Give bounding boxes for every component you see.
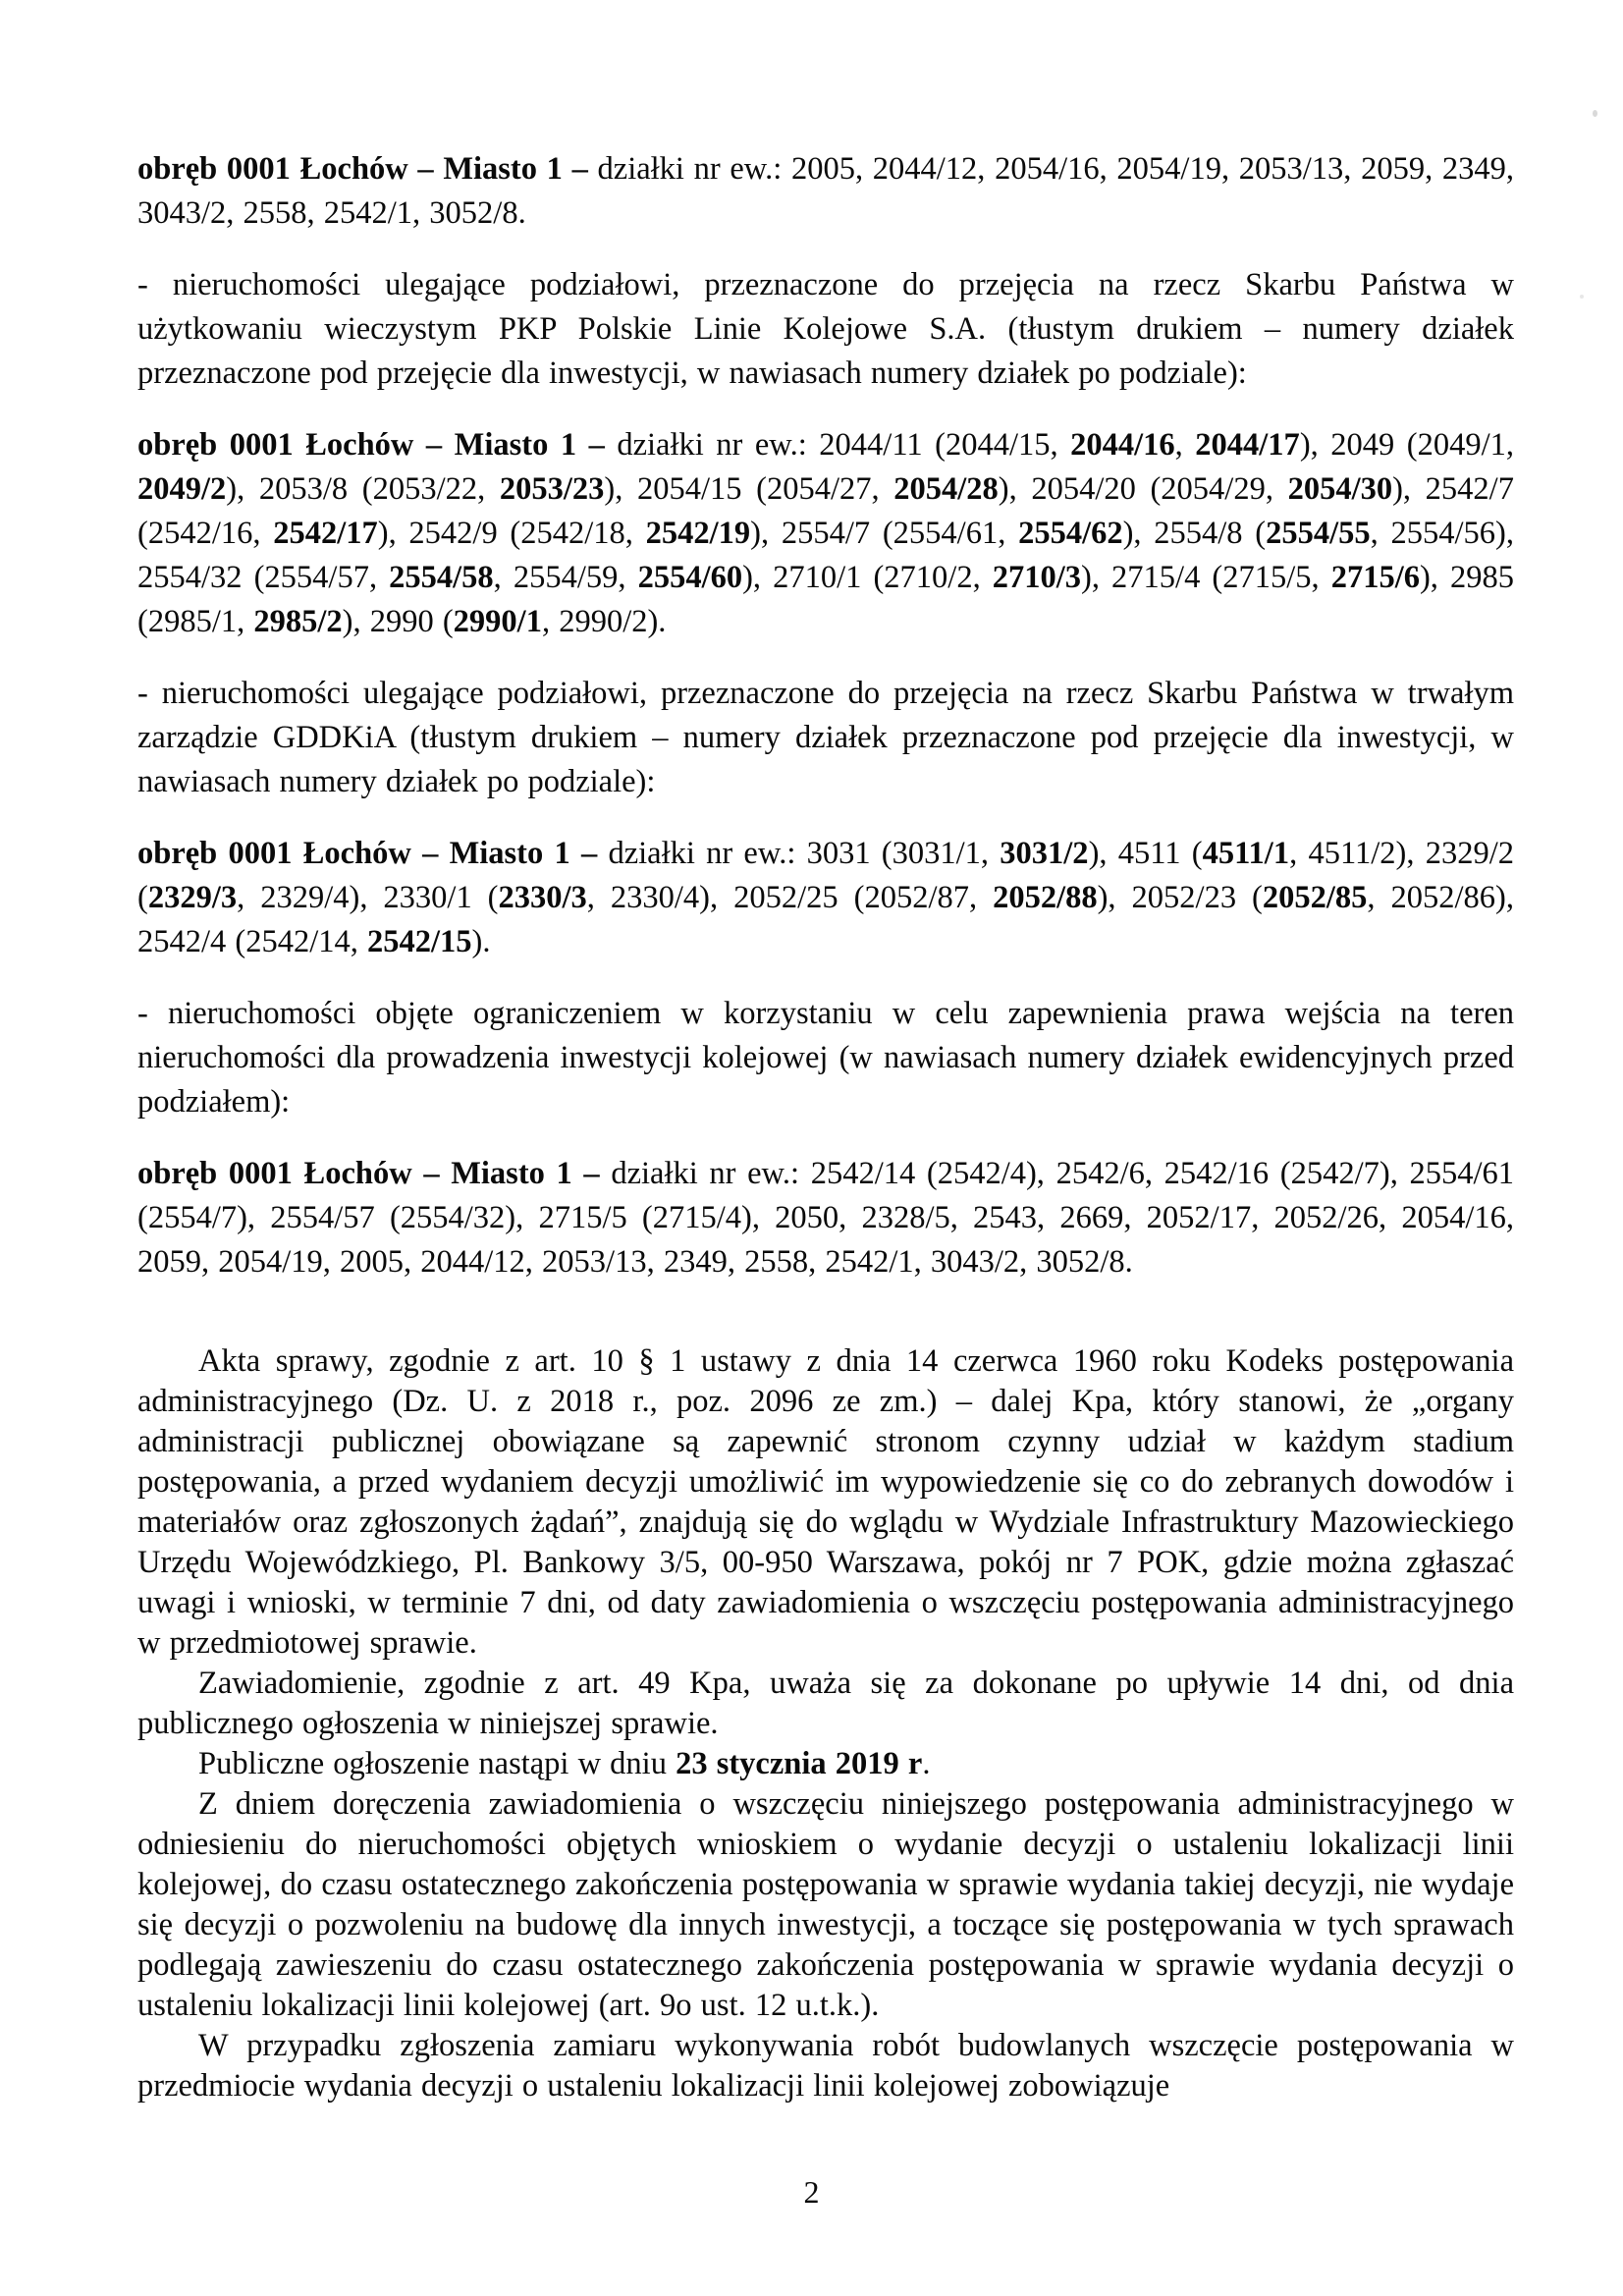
text-segment: ), 2054/20 (2054/29, — [998, 471, 1288, 507]
bold-text-segment: 2710/3 — [992, 560, 1082, 595]
bold-text-segment: 2052/85 — [1262, 880, 1368, 915]
bold-text-segment: 2044/16 — [1070, 427, 1175, 463]
text-segment: ), 4511 ( — [1088, 836, 1203, 871]
decision-suspension-clause — [137, 1784, 1514, 2026]
text-segment: ), 2052/23 ( — [1097, 880, 1263, 915]
text-segment: ), 2542/7 (2542/16, — [137, 471, 1514, 551]
district-plots-list-3 — [137, 832, 1514, 964]
text-segment: Akta sprawy, zgodnie z art. 10 § 1 ustawy z dnia 14 czerwca 1960 roku Kodeks postępowania administracyjnego (Dz. U. z 2018 r., poz. 2096 ze zm.) – dalej Kpa, który stanowi, że „organy administracji publicznej obowiązane są zapewnić stronom czynny udział w każdym stadium postępowania, a przed wydaniem decyzji umożliwić im wypowiedzenie się co do zebranych dowodów i materiałów oraz zgłoszonych żądań”, znajdują się do wglądu w Wydziale Infrastruktury Mazowieckiego Urzędu Wojewódzkiego, Pl. Bankowy 3/5, 00-950 Warszawa, pokój nr 7 POK, gdzie można zgłaszać uwagi i wnioski, w terminie 7 dni, od daty zawiadomienia o wszczęciu postępowania administracyjnego w przedmiotowej sprawie. — [137, 1343, 1514, 1661]
bold-text-segment: obręb 0001 Łochów – Miasto 1 – — [137, 1156, 612, 1191]
bold-text-segment: 23 stycznia 2019 r — [676, 1746, 923, 1781]
bold-text-segment: 2985/2 — [253, 604, 343, 639]
bold-text-segment: obręb 0001 Łochów – Miasto 1 – — [137, 427, 618, 463]
text-segment: , 2990/2). — [541, 604, 667, 639]
text-segment: działki nr ew.: 2542/14 (2542/4), 2542/6, 2542/16 (2542/7), 2554/61 (2554/7), 2554/57 (2554/32), 2715/5 (2715/4), 2050, 2328/5, 2543, 2669, 2052/17, 2052/26, 2054/16, 2059, 2054/19, 2005, 2044/12, 2053/13, 2349, 2558, 2542/1, 3043/2, 3052/8. — [137, 1156, 1515, 1280]
text-segment: , 2052/86), 2542/4 (2542/14, — [137, 880, 1514, 959]
text-segment: ). — [471, 924, 491, 959]
text-segment: . — [922, 1746, 931, 1781]
text-segment: działki nr ew.: 2044/11 (2044/15, — [617, 427, 1071, 463]
bold-text-segment: 2554/62 — [1018, 516, 1123, 551]
text-segment: ), 2542/9 (2542/18, — [377, 516, 646, 551]
district-plots-list-1 — [137, 147, 1514, 236]
bold-text-segment: 2542/15 — [367, 924, 472, 959]
text-segment: ), 2049 (2049/1, — [1299, 427, 1514, 463]
text-segment: , — [1174, 427, 1196, 463]
text-segment: , 2554/56), 2554/32 (2554/57, — [137, 516, 1514, 595]
construction-works-notice — [137, 2026, 1514, 2106]
bold-text-segment: obręb 0001 Łochów – Miasto 1 – — [137, 151, 598, 187]
text-segment: działki nr ew.: 3031 (3031/1, — [608, 836, 1001, 871]
bold-text-segment: 2044/17 — [1195, 427, 1300, 463]
text-segment: ), 2710/1 (2710/2, — [742, 560, 993, 595]
scan-artifact — [1580, 295, 1584, 299]
text-segment: , 4511/2), 2329/2 ( — [137, 836, 1514, 915]
text-segment: W przypadku zgłoszenia zamiaru wykonywania robót budowlanych wszczęcie postępowania w przedmiocie wydania decyzji o ustaleniu lokalizacji linii kolejowej zobowiązuje — [137, 2028, 1514, 2104]
bold-text-segment: 2054/30 — [1287, 471, 1393, 507]
text-segment: ), 2715/4 (2715/5, — [1081, 560, 1331, 595]
text-segment: działki nr ew.: 2005, 2044/12, 2054/16, 2054/19, 2053/13, 2059, 2349, 3043/2, 2558, 2542/1, 3052/8. — [137, 151, 1514, 231]
district-plots-list-4 — [137, 1152, 1514, 1285]
bullet-pkp-subdivision — [137, 263, 1514, 396]
text-segment: , 2330/4), 2052/25 (2052/87, — [586, 880, 994, 915]
document-body — [137, 147, 1514, 2106]
text-segment: ), 2554/8 ( — [1122, 516, 1267, 551]
text-segment: ), 2554/7 (2554/61, — [750, 516, 1019, 551]
case-files-notice — [137, 1341, 1514, 1664]
bold-text-segment: 2554/58 — [389, 560, 494, 595]
text-segment: ), 2985 (2985/1, — [137, 560, 1514, 639]
text-segment: , 2554/59, — [493, 560, 638, 595]
bold-text-segment: 2715/6 — [1330, 560, 1420, 595]
text-segment: , 2329/4), 2330/1 ( — [237, 880, 499, 915]
bullet-access-restriction — [137, 992, 1514, 1124]
public-announcement-date — [137, 1744, 1514, 1784]
bold-text-segment: 2054/28 — [893, 471, 999, 507]
page-number: 2 — [803, 2174, 820, 2210]
text-segment: - nieruchomości ulegające podziałowi, przeznaczone do przejęcia na rzecz Skarbu Państwa w użytkowaniu wieczystym PKP Polskie Linie Kolejowe S.A. (tłustym drukiem – numery działek przeznaczone pod przejęcie dla inwestycji, w nawiasach numery działek po podziale): — [137, 267, 1514, 391]
text-segment: Publiczne ogłoszenie nastąpi w dniu — [198, 1746, 676, 1781]
text-segment: Zawiadomienie, zgodnie z art. 49 Kpa, uważa się za dokonane po upływie 14 dni, od dnia publicznego ogłoszenia w niniejszej sprawie. — [137, 1666, 1514, 1741]
bold-text-segment: 3031/2 — [1000, 836, 1089, 871]
bold-text-segment: 2542/17 — [273, 516, 378, 551]
bold-text-segment: 2554/60 — [637, 560, 743, 595]
scan-artifact — [1593, 110, 1597, 117]
bullet-gddkia-subdivision — [137, 672, 1514, 804]
bold-text-segment: 2554/55 — [1266, 516, 1371, 551]
text-segment: - nieruchomości objęte ograniczeniem w korzystaniu w celu zapewnienia prawa wejścia na teren nieruchomości dla prowadzenia inwestycji kolejowej (w nawiasach numery działek ewidencyjnych przed podziałem): — [137, 996, 1514, 1120]
bold-text-segment: 4511/1 — [1202, 836, 1290, 871]
bold-text-segment: 2049/2 — [137, 471, 227, 507]
notification-art49 — [137, 1664, 1514, 1744]
bold-text-segment: 2542/19 — [645, 516, 751, 551]
bold-text-segment: 2990/1 — [453, 604, 542, 639]
bold-text-segment: 2329/3 — [147, 880, 238, 915]
bold-text-segment: 2053/23 — [499, 471, 605, 507]
bold-text-segment: 2330/3 — [498, 880, 587, 915]
bold-text-segment: obręb 0001 Łochów – Miasto 1 – — [137, 836, 609, 871]
district-plots-list-2 — [137, 423, 1514, 644]
text-segment: ), 2053/8 (2053/22, — [226, 471, 500, 507]
text-segment: - nieruchomości ulegające podziałowi, przeznaczone do przejęcia na rzecz Skarbu Państwa w trwałym zarządzie GDDKiA (tłustym drukiem – numery działek przeznaczone pod przejęcie dla inwestycji, w nawiasach numery działek po podziale): — [137, 676, 1514, 799]
text-segment: Z dniem doręczenia zawiadomienia o wszczęciu niniejszego postępowania administracyjnego w odniesieniu do nieruchomości objętych wnioskiem o wydanie decyzji o ustaleniu lokalizacji linii kolejowej, do czasu ostatecznego zakończenia postępowania w sprawie wydania takiej decyzji, nie wydaje się decyzji o pozwoleniu na budowę dla innych inwestycji, a toczące się postępowania w tych sprawach podlegają zawieszeniu do czasu ostatecznego zakończenia postępowania w sprawie wydania decyzji o ustaleniu lokalizacji linii kolejowej (art. 9o ust. 12 u.t.k.). — [137, 1786, 1514, 2023]
bold-text-segment: 2052/88 — [993, 880, 1098, 915]
text-segment: ), 2054/15 (2054/27, — [604, 471, 894, 507]
text-segment: ), 2990 ( — [342, 604, 454, 639]
